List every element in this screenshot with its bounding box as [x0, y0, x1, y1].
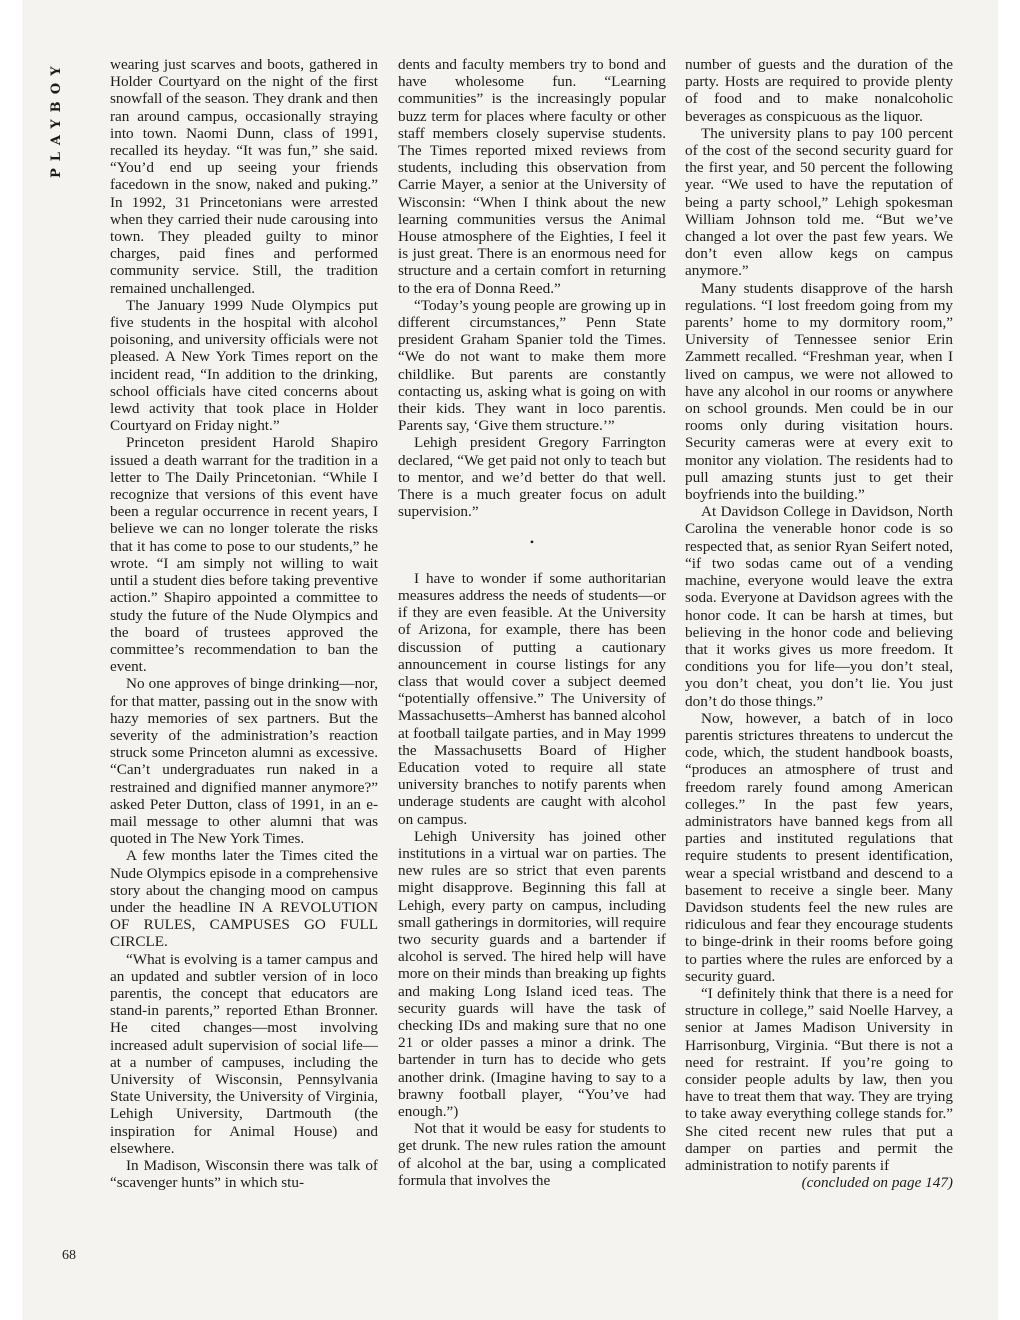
text-column-3 [685, 56, 953, 1191]
paragraph: I have to wonder if some authoritarian measures address the needs of students—or if they are even feasible. At the University of Arizona, for example, there has been discussion of putting a cautionary announcement in course listings for any class that would cover a subject deemed “potentially offensive.” The University of Massachusetts–Amherst has banned alcohol at football tailgate parties, and in May 1999 the Massachusetts Board of Higher Education voted to require all state university branches to notify parents when underage students are caught with alcohol on campus. [398, 569, 666, 828]
page-number: 68 [62, 1248, 76, 1263]
paragraph: The January 1999 Nude Olympics put five students in the hospital with alcohol poisoning, and university officials were not pleased. A New York Times report on the incident read, “In addition to the drinking, school officials have cited concerns about lewd activity that took place in Holder Courtyard on Friday night.” [110, 296, 378, 435]
paragraph: Lehigh president Gregory Farrington declared, “We get paid not only to teach but to mentor, and we’d better do that well. There is a much greater focus on adult supervision.” [398, 434, 666, 521]
text-column-1 [110, 56, 378, 1191]
paragraph: “Today’s young people are growing up in different circumstances,” Penn State president Graham Spanier told the Times. “We do not want to make them more childlike. But parents are constantly contacting us, asking what is going on with their kids. They want in loco parentis. Parents say, ‘Give them structure.’” [398, 296, 667, 435]
section-break-bullet: • [529, 535, 535, 550]
magazine-page [22, 0, 998, 1320]
paragraph: Lehigh University has joined other institutions in a virtual war on parties. The new rules are so strict that even parents might disapprove. Beginning this fall at Lehigh, every party on campus, including small gatherings in dormitories, will require two security guards and a bartender if alcohol is served. The hired help will have more on their minds than breaking up fights and making Long Island iced teas. The security guards will have the task of checking IDs and making sure that no one 21 or older passes a minor a drink. The bartender in turn has to decide who gets another drink. (Imagine having to say to a brawny football player, “You’ve had enough.”) [398, 827, 666, 1120]
continued-note: (concluded on page 147) [801, 1174, 953, 1192]
paragraph: No one approves of binge drinking—nor, for that matter, passing out in the snow with hazy memories of sex partners. But the severity of the administration’s reaction struck some Princeton alumni as excessive. “Can’t undergraduates run naked in a restrained and dignified manner anymore?” asked Peter Dutton, class of 1991, in an e-mail message to other alumni that was quoted in The New York Times. [110, 675, 378, 848]
paragraph: Many students disapprove of the harsh regulations. “I lost freedom going from my parents’ home to my dormitory room,” University of Tennessee senior Erin Zammett recalled. “Freshman year, when I lived on campus, we were not allowed to have any alcohol in our rooms or anywhere on school grounds. Men could be in our rooms only during visitation hours. Security cameras were at every exit to monitor any violation. The residents had to pull amazing stunts just to get their boyfriends into the building.” [685, 279, 953, 504]
paragraph: “What is evolving is a tamer campus and an updated and subtler version of in loco parentis, the concept that educators are stand-in parents,” reported Ethan Bronner. He cited changes—most involving increased adult supervision of social life—at a number of campuses, including the University of Wisconsin, Pennsylvania State University, the University of Virginia, Lehigh University, Dartmouth (the inspiration for Animal House) and elsewhere. [110, 950, 378, 1157]
paragraph: dents and faculty members try to bond and have wholesome fun. “Learning communities” is the increasingly popular buzz term for places where faculty or other staff members closely supervise students. The Times reported mixed reviews from students, including this observation from Carrie Mayer, a senior at the University of Wisconsin: “When I think about the new learning communities versus the Animal House atmosphere of the Eighties, I feel it is just great. There is an enormous need for structure and a certain comfort in returning to the era of Donna Reed.” [398, 56, 666, 297]
magazine-title: PLAYBOY [49, 59, 64, 179]
paragraph: “I definitely think that there is a need for structure in college,” said Noelle Harvey, a senior at James Madison University in Harrisonburg, Virginia. “But there is not a need for restraint. If you’re going to consider people adults by law, then you have to treat them that way. They are trying to take away everything college stands for.” She cited recent new rules that put a damper on parties and permit the administration to notify parents if [685, 984, 953, 1174]
paragraph: wearing just scarves and boots, gathered in Holder Courtyard on the night of the first snowfall of the season. They drank and then ran around campus, occasionally straying into town. Naomi Dunn, class of 1991, recalled its heyday. “It was fun,” she said. “You’d end up seeing your friends facedown in the snow, naked and puking.” In 1992, 31 Princetonians were arrested when they carried their nude carousing into town. They pleaded guilty to minor charges, paid fines and performed community service. Still, the tradition remained unchallenged. [110, 56, 378, 297]
paragraph: The university plans to pay 100 percent of the cost of the second security guard for the first year, and 50 percent the following year. “We used to have the reputation of being a party school,” Lehigh spokesman William Johnson told me. “But we’ve changed a lot over the past few years. We don’t even allow kegs on campus anymore.” [685, 124, 953, 280]
paragraph: At Davidson College in Davidson, North Carolina the venerable honor code is so respected that, as senior Ryan Seifert noted, “if two sodas came out of a vending machine, everyone would leave the extra soda. Everyone at Davidson agrees with the honor code. It can be harsh at times, but believing in the honor code and believing that it works gives us more freedom. It conditions you for life—you don’t steal, you don’t cheat, you don’t lie. You just don’t do those things.” [685, 503, 953, 710]
paragraph: Now, however, a batch of in loco parentis strictures threatens to undercut the code, which, the student handbook boasts, “produces an atmosphere of trust and freedom rarely found among American colleges.” In the past few years, administrators have banned kegs from all parties and instituted regulations that require students to present identification, wear a special wristband and descend to a basement to receive a single beer. Many Davidson students feel the new rules are ridiculous and fear they encourage students to binge-drink in their rooms before going to parties where the rules are enforced by a security guard. [685, 709, 953, 985]
paragraph: Not that it would be easy for students to get drunk. The new rules ration the amount of alcohol at the bar, using a complicated formula that involves the [398, 1120, 666, 1189]
paragraph: A few months later the Times cited the Nude Olympics episode in a comprehensive story about the changing mood on campus under the headline IN A REVOLUTION OF RULES, CAMPUSES GO FULL CIRCLE. [110, 847, 378, 951]
paragraph: number of guests and the duration of the party. Hosts are required to provide plenty of food and to make nonalcoholic beverages as conspicuous as the liquor. [685, 56, 953, 125]
text-column-2 [398, 56, 666, 1189]
paragraph: Princeton president Harold Shapiro issued a death warrant for the tradition in a letter to The Daily Princetonian. “While I recognize that versions of this event have been a regular occurrence in recent years, I believe we can no longer tolerate the risks that it has come to pose to our students,” he wrote. “I am simply not willing to wait until a student dies before taking preventive action.” Shapiro appointed a committee to study the future of the Nude Olympics and the board of trustees approved the committee’s recommendation to ban the event. [110, 434, 378, 676]
paragraph: In Madison, Wisconsin there was talk of “scavenger hunts” in which stu- [110, 1157, 378, 1192]
